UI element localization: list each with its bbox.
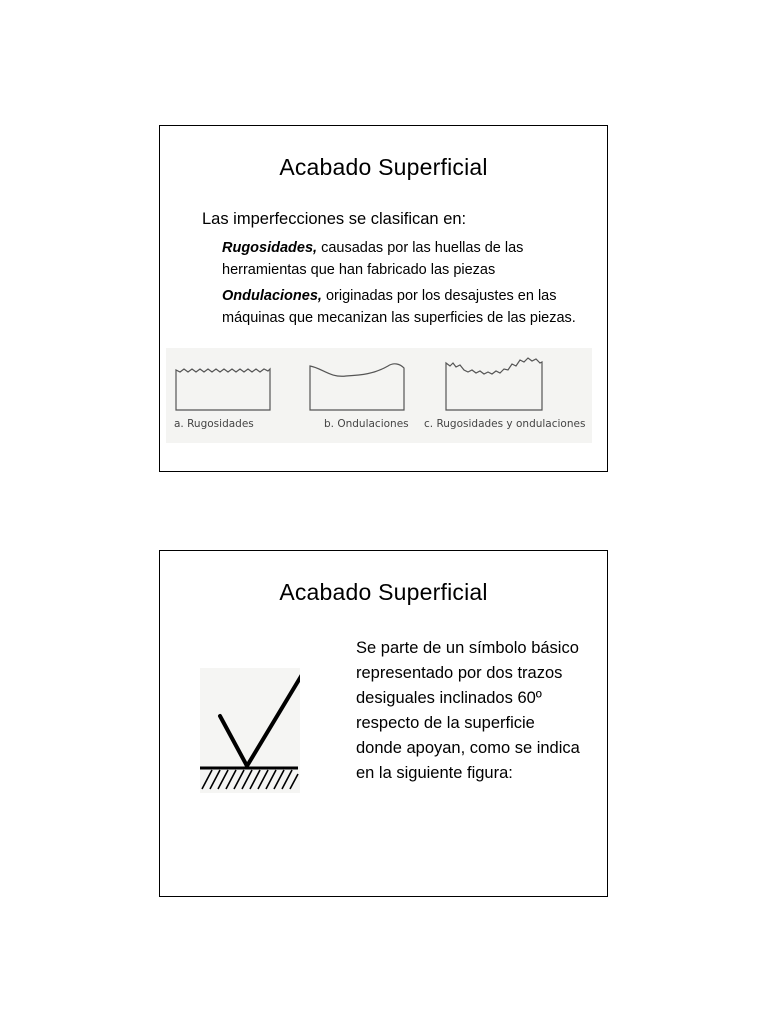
bullet-term: Rugosidades, xyxy=(222,240,318,256)
bullet-rugosidades xyxy=(222,238,582,281)
bullet-text: originadas por los desajustes en las máquinas que mecanizan las superficies de las piezas. xyxy=(222,288,576,326)
imperfections-figure xyxy=(166,348,592,443)
rugosity-waviness-profile xyxy=(446,358,542,410)
surface-symbol-figure xyxy=(200,668,300,793)
slide-title: Acabado Superficial xyxy=(279,579,488,605)
slide-body-text: Se parte de un símbolo básico representado por dos trazos desiguales inclinados 60º respecto de la superficie donde apoyan, como se indica en la siguiente figura: xyxy=(356,639,580,782)
caption-ondulaciones: b. Ondulaciones xyxy=(324,418,409,430)
bullet-ondulaciones xyxy=(222,286,582,329)
rugosity-profile xyxy=(176,369,270,410)
bullet-term: Ondulaciones, xyxy=(222,288,322,304)
waviness-profile xyxy=(310,364,404,410)
check-symbol-strokes xyxy=(220,668,300,766)
slide-intro: Las imperfecciones se clasifican en: xyxy=(202,210,467,228)
slide-1 xyxy=(159,125,608,472)
caption-rugosidades: a. Rugosidades xyxy=(174,418,254,430)
surface-hatching xyxy=(202,770,298,789)
bullet-text: causadas por las huellas de las herramientas que han fabricado las piezas xyxy=(222,240,524,278)
slide-title: Acabado Superficial xyxy=(279,154,488,180)
surface-finish-symbol xyxy=(200,668,300,793)
slide-2 xyxy=(159,550,608,897)
caption-rugosidades-ondulaciones: c. Rugosidades y ondulaciones xyxy=(424,418,586,430)
